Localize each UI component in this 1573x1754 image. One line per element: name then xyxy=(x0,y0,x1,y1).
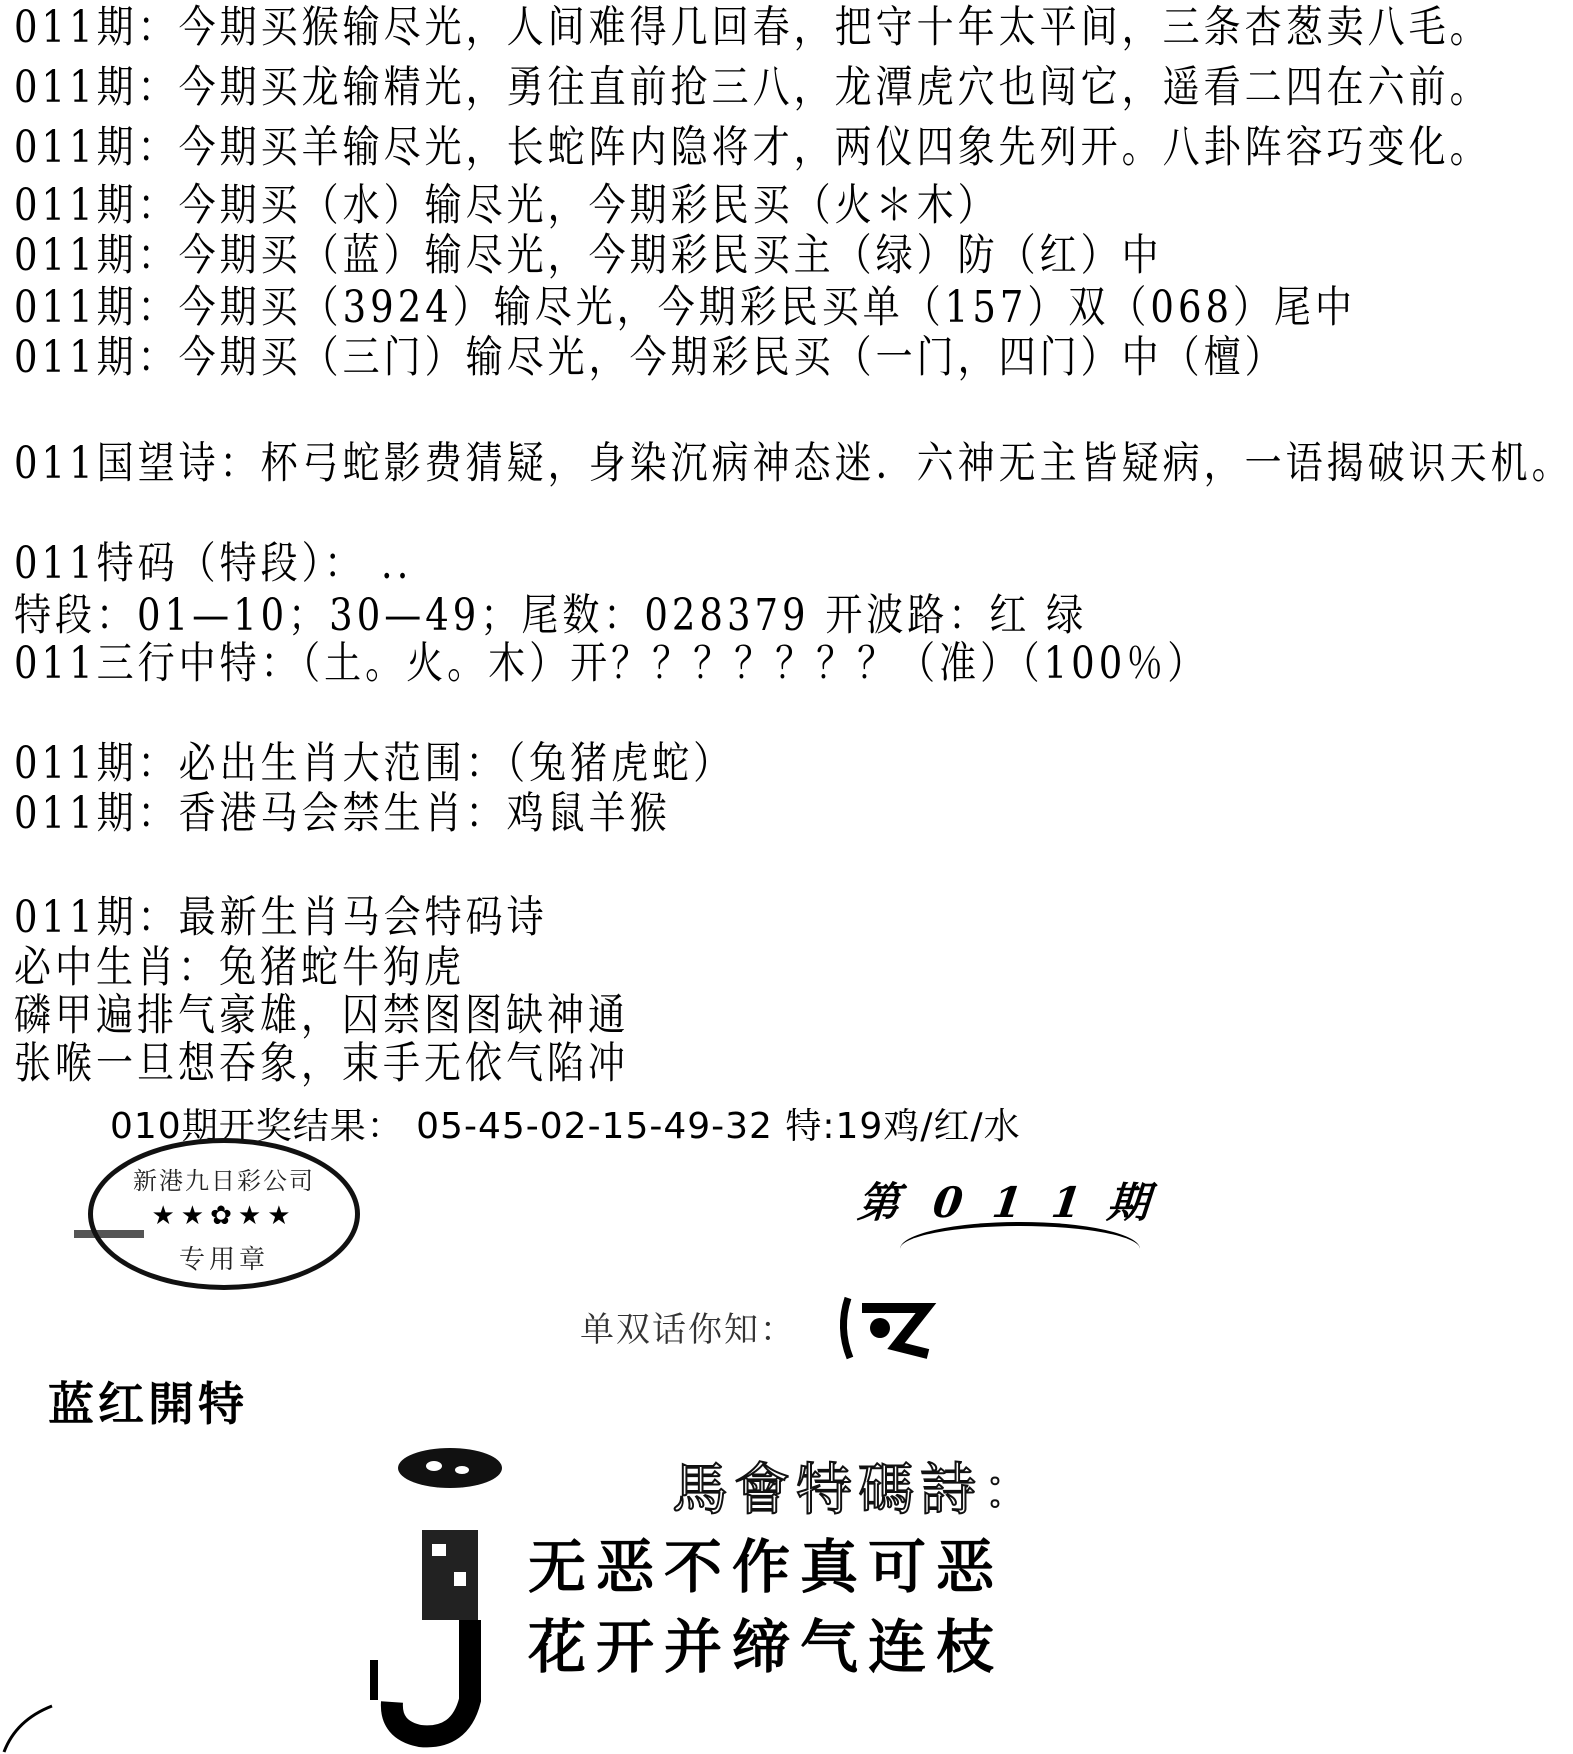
stamp-stars: ★★✿★★ xyxy=(151,1201,297,1231)
zodiac-poem-heading: 011期：最新生肖马会特码诗 xyxy=(14,892,548,943)
corner-stroke-icon xyxy=(0,1700,60,1754)
text-line-5: 011期：今期买（蓝）输尽光，今期彩民买主（绿）防（红）中 xyxy=(14,230,1163,281)
text-line-7: 011期：今期买（三门）输尽光，今期彩民买（一门，四门）中（檀） xyxy=(14,332,1286,383)
odd-even-emblem-icon xyxy=(836,1288,946,1368)
special-code-heading: 011特码（特段）： .. xyxy=(14,538,413,589)
blue-red-special-label: 蓝红開特 xyxy=(48,1377,248,1431)
draw-result: 010期开奖结果： 05-45-02-15-49-32 特:19鸡/红/水 xyxy=(110,1106,1021,1147)
company-stamp xyxy=(88,1138,360,1290)
stamp-bottom-text: 专用章 xyxy=(178,1245,269,1275)
poem-verse-1: 磷甲遍排气豪雄，囚禁图图缺神通 xyxy=(14,990,629,1041)
text-line-2: 011期：今期买龙输精光，勇往直前抢三八，龙潭虎穴也闯它，遥看二四在六前。 xyxy=(14,62,1491,113)
text-line-1: 011期：今期买猴输尽光，人间难得几回春，把守十年太平间，三条杏葱卖八毛。 xyxy=(14,2,1491,53)
text-line-4: 011期：今期买（水）输尽光，今期彩民买（火＊木） xyxy=(14,180,999,231)
issue-number-mark: 第011期 xyxy=(853,1178,1191,1227)
stamp-top-text: 新港九日彩公司 xyxy=(133,1167,315,1195)
zodiac-range-line: 011期：必出生肖大范围：（兔猪虎蛇） xyxy=(14,738,735,789)
text-line-3: 011期：今期买羊输尽光，长蛇阵内隐将才，两仪四象先列开。八卦阵容巧变化。 xyxy=(14,122,1491,173)
issue-arc-decoration xyxy=(900,1222,1140,1276)
text-line-6: 011期：今期买（3924）输尽光，今期彩民买单（157）双（068）尾中 xyxy=(14,282,1357,333)
poem-verse-2: 张喉一旦想吞象，束手无依气陷冲 xyxy=(14,1038,629,1089)
must-hit-zodiac-line: 必中生肖：兔猪蛇牛狗虎 xyxy=(14,942,465,993)
poem-line-guowang: 011国望诗：杯弓蛇影费猜疑，身染沉病神态迷．六神无主皆疑病，一语揭破识天机。 xyxy=(14,438,1573,489)
poem-line-2: 花开并缔气连枝 xyxy=(528,1613,1005,1681)
three-elements-line: 011三行中特：（土。火。木）开？？？？？？？（准）（100％） xyxy=(14,638,1209,689)
poem-line-1: 无恶不作真可恶 xyxy=(528,1533,1005,1601)
poem-title: 馬會特碼詩： xyxy=(672,1458,1044,1523)
zodiac-forbidden-line: 011期：香港马会禁生肖：鸡鼠羊猴 xyxy=(14,788,671,839)
decorative-ornament-icon xyxy=(370,1440,540,1750)
odd-even-label: 单双话你知： xyxy=(580,1310,796,1350)
special-segment-line: 特段：01—10；30—49；尾数：028379 开波路：红 绿 xyxy=(14,590,1088,641)
